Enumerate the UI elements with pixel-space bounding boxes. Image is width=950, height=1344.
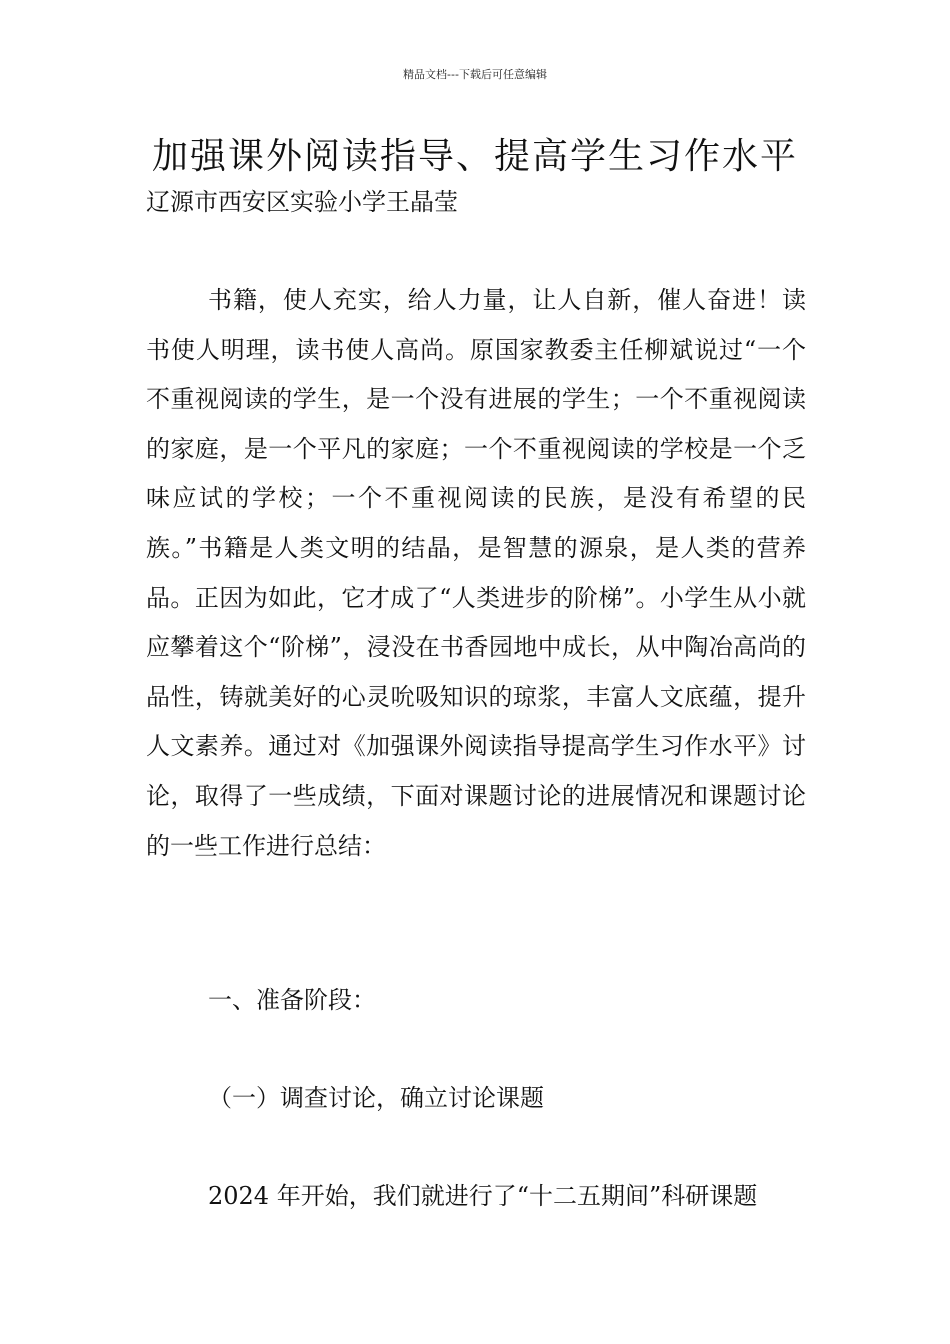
intro-paragraph: 书籍，使人充实，给人力量，让人自新，催人奋进！读书使人明理，读书使人高尚。原国家教委主任柳斌说过“一个不重视阅读的学生，是一个没有进展的学生；一个不重视阅读的家庭，是一个平凡的家庭；一个不重视阅读的学校是一个乏味应试的学校；一个不重视阅读的民族，是没有希望的民族。”书籍是人类文明的结晶，是智慧的源泉，是人类的营养品。正因为如此，它才成了“人类进步的阶梯”。小学生从小就应攀着这个“阶梯”，浸没在书香园地中成长，从中陶冶高尚的品性，铸就美好的心灵吮吸知识的琼浆，丰富人文底蕴，提升人文素养。通过对《加强课外阅读指导提高学生习作水平》讨论，取得了一些成绩，下面对课题讨论的进展情况和课题讨论的一些工作进行总结： [146,286,806,860]
paragraph-start-line: 2024 年开始，我们就进行了“十二五期间”科研课题 [208,1182,758,1210]
document-title: 加强课外阅读指导、提高学生习作水平 [151,136,798,177]
section-heading: 一、准备阶段： [208,986,376,1014]
subsection-heading: （一）调查讨论，确立讨论课题 [208,1084,544,1112]
author-line: 辽源市西安区实验小学王晶莹 [146,188,458,216]
page-header: 精品文档---下载后可任意编辑 [403,68,547,81]
